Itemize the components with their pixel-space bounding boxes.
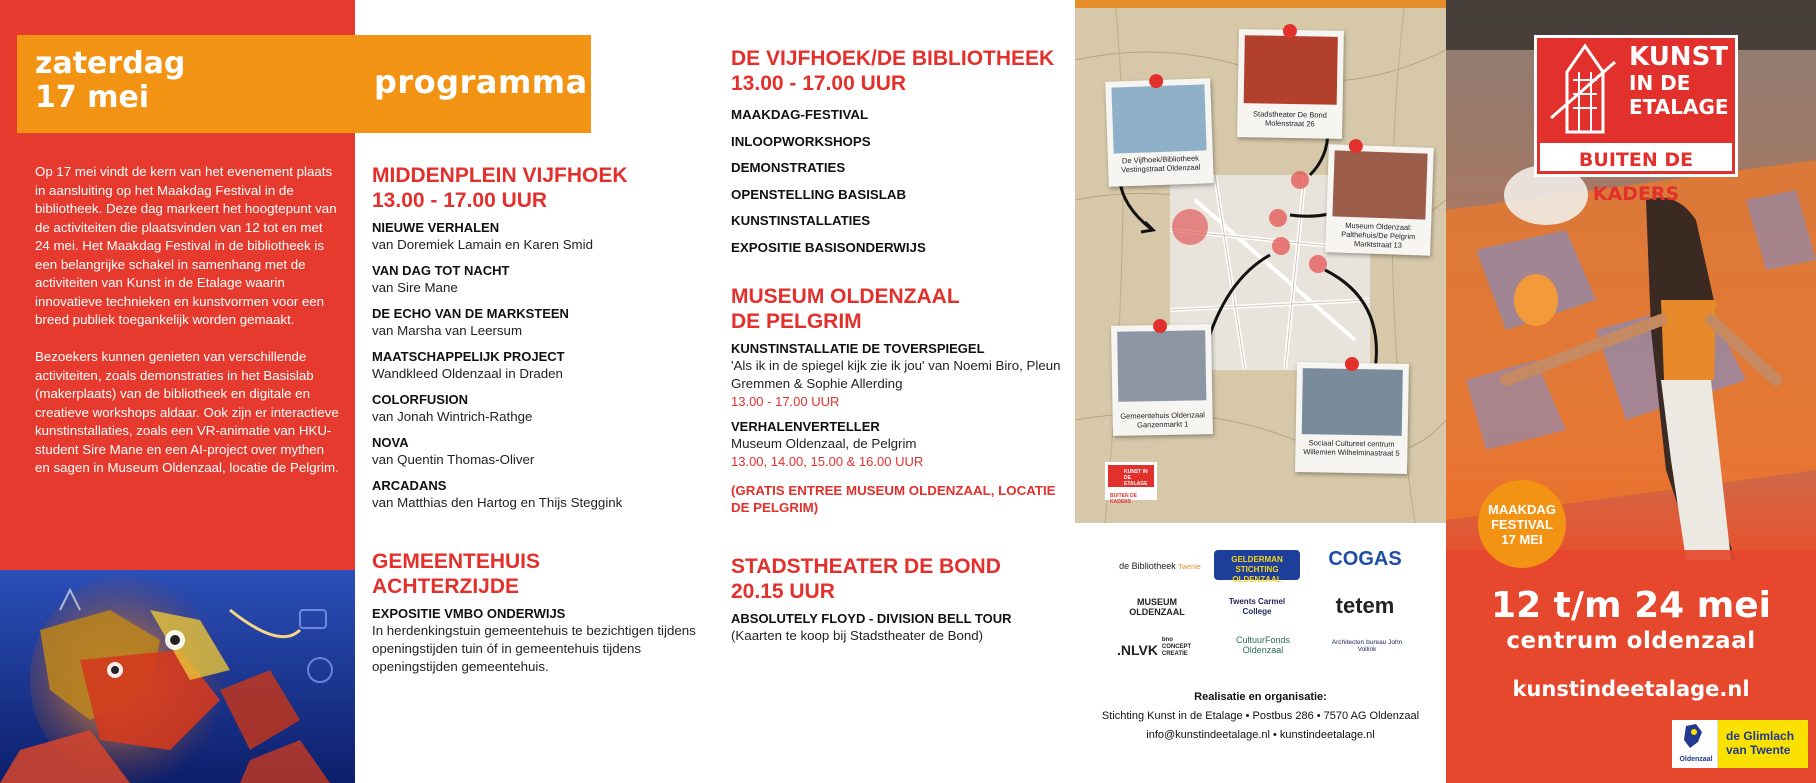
section-title-line1: DE VIJFHOEK/DE BIBLIOTHEEK bbox=[731, 47, 1055, 70]
sponsor-cultuurfonds: CultuurFonds Oldenzaal bbox=[1235, 635, 1291, 655]
list-item bbox=[731, 418, 1071, 470]
item-subtitle: van Sire Mane bbox=[372, 280, 458, 295]
sponsor-nlvk bbox=[1117, 637, 1197, 658]
sponsor-sub: bno CONCEPT CREATIE bbox=[1161, 637, 1192, 657]
oldenzaal-emblem bbox=[1672, 720, 1718, 768]
intro-text bbox=[35, 163, 340, 496]
kunst-in-de-etalage-logo bbox=[1534, 35, 1738, 205]
photo-card-willemien bbox=[1295, 362, 1409, 474]
item-title: MAATSCHAPPELIJK PROJECT bbox=[372, 349, 565, 364]
list-item bbox=[372, 605, 712, 676]
section-gemeentehuis bbox=[372, 549, 712, 684]
section-title-line1: MUSEUM OLDENZAAL bbox=[731, 285, 960, 308]
sponsor-bibliotheek bbox=[1117, 561, 1203, 571]
banner-date bbox=[35, 47, 185, 115]
banner-date-number: 17 mei bbox=[35, 80, 150, 115]
item-subtitle: 'Als ik in de spiegel kijk zie ik jou' van Noemi Biro, Pleun Gremmen & Sophie Allerding bbox=[731, 358, 1061, 391]
list-item bbox=[731, 340, 1071, 410]
sponsor-museum: MUSEUM OLDENZAAL bbox=[1129, 597, 1185, 617]
item-subtitle: In herdenkingstuin gemeentehuis te bezichtigen tijdens openingstijden tuin óf in gemeentehuis tijdens openingstijden gemeentehuis. bbox=[372, 623, 696, 674]
photo-caption: Gemeentehuis Oldenzaal Ganzenmarkt 1 bbox=[1120, 410, 1206, 430]
section-title-line2: 20.15 UUR bbox=[731, 580, 835, 603]
item-subtitle: van Quentin Thomas-Oliver bbox=[372, 452, 535, 467]
organization-footer bbox=[1075, 688, 1446, 745]
sponsor-carmel: Twents Carmel College bbox=[1228, 597, 1286, 616]
mini-logo bbox=[1108, 465, 1154, 505]
event-dates: 12 t/m 24 mei bbox=[1491, 585, 1771, 626]
list-item bbox=[372, 262, 712, 297]
section-title bbox=[731, 554, 1071, 604]
list-item bbox=[372, 434, 712, 469]
list-item: INLOOPWORKSHOPS bbox=[731, 133, 871, 149]
location-map bbox=[1075, 0, 1446, 523]
sponsor-sub: Twente bbox=[1178, 564, 1201, 571]
panel-map bbox=[1075, 0, 1446, 783]
list-item: OPENSTELLING BASISLAB bbox=[731, 186, 907, 202]
item-subtitle: van Doremiek Lamain en Karen Smid bbox=[372, 237, 593, 252]
glimlach-line-1: de Glimlach bbox=[1726, 729, 1795, 743]
section-middenplein bbox=[372, 163, 712, 520]
sponsor-name: de Bibliotheek bbox=[1119, 561, 1176, 571]
glimlach-van-twente-logo bbox=[1672, 720, 1808, 768]
date-banner bbox=[17, 35, 591, 133]
photo-caption: Sociaal Cultureel centrum Willemien Wilhelminastraat 5 bbox=[1303, 438, 1400, 458]
section-title bbox=[731, 46, 1071, 96]
panel-program-2 bbox=[713, 0, 1075, 783]
section-title-line2: DE PELGRIM bbox=[731, 310, 862, 333]
panel-cover bbox=[1446, 0, 1816, 783]
logo-line-1: KUNST bbox=[1629, 42, 1729, 72]
tower-icon bbox=[1545, 42, 1625, 138]
list-item: DEMONSTRATIES bbox=[731, 160, 846, 175]
section-title bbox=[372, 163, 712, 213]
list-item bbox=[372, 477, 712, 512]
logo-line-2: IN DE bbox=[1629, 71, 1691, 95]
free-entry-note: (GRATIS ENTREE MUSEUM OLDENZAAL, LOCATIE DE PELGRIM) bbox=[731, 483, 1056, 515]
section-title-line1: MIDDENPLEIN VIJFHOEK bbox=[372, 164, 628, 187]
photo-caption: Museum Oldenzaal: Palthehuis/De Pelgrim Marktstraat 13 bbox=[1341, 220, 1416, 250]
section-museum bbox=[731, 284, 1071, 516]
section-title-line2: 13.00 - 17.00 UUR bbox=[372, 189, 548, 212]
mini-logo-text: KUNST IN DE ETALAGE bbox=[1124, 469, 1148, 487]
list-item bbox=[372, 219, 712, 254]
sponsor-vollink: Architecten bureau John Vollink bbox=[1331, 639, 1403, 653]
section-title-line1: STADSTHEATER DE BOND bbox=[731, 555, 1001, 578]
list-item: MAAKDAG-FESTIVAL bbox=[731, 107, 869, 122]
glimlach-text bbox=[1718, 720, 1808, 768]
photo-card-vijfhoek bbox=[1105, 78, 1214, 187]
item-title: COLORFUSION bbox=[372, 392, 469, 407]
sponsor-gelderman: GELDERMAN STICHTING OLDENZAAL bbox=[1214, 550, 1300, 580]
badge-line-3: 17 MEI bbox=[1501, 532, 1543, 547]
maakdag-festival-badge bbox=[1478, 480, 1566, 568]
photo-caption: Stadstheater De Bond Molenstraat 26 bbox=[1252, 109, 1327, 129]
list-item bbox=[372, 305, 712, 340]
item-time: 13.00 - 17.00 UUR bbox=[731, 394, 840, 409]
item-subtitle: van Marsha van Leersum bbox=[372, 323, 523, 338]
item-title: VAN DAG TOT NACHT bbox=[372, 263, 510, 278]
section-vijfhoek bbox=[731, 46, 1071, 261]
oldenzaal-crest-icon bbox=[1672, 720, 1718, 756]
photo-card-museum bbox=[1325, 144, 1434, 256]
item-title: NIEUWE VERHALEN bbox=[372, 220, 500, 235]
badge-line-2: FESTIVAL bbox=[1491, 517, 1553, 532]
section-title bbox=[731, 284, 1071, 334]
list-item: EXPOSITIE BASISONDERWIJS bbox=[731, 239, 926, 255]
robot-artwork-image bbox=[0, 570, 355, 783]
list-item bbox=[372, 391, 712, 426]
photo-card-gemeentehuis bbox=[1111, 324, 1213, 436]
item-time: 13.00, 14.00, 15.00 & 16.00 UUR bbox=[731, 454, 924, 469]
item-subtitle: (Kaarten te koop bij Stadstheater de Bond) bbox=[731, 628, 984, 643]
footer-title: Realisatie en organisatie: bbox=[1194, 691, 1327, 703]
banner-programma: programma bbox=[374, 63, 588, 101]
item-title: EXPOSITIE VMBO ONDERWIJS bbox=[372, 606, 566, 621]
item-subtitle: Wandkleed Oldenzaal in Draden bbox=[372, 366, 563, 381]
item-title: VERHALENVERTELLER bbox=[731, 419, 880, 434]
sponsor-cogas: COGAS bbox=[1328, 548, 1402, 570]
section-title bbox=[372, 549, 712, 599]
item-title: NOVA bbox=[372, 435, 409, 450]
glimlach-line-2: van Twente bbox=[1726, 743, 1791, 757]
section-title-line2: 13.00 - 17.00 UUR bbox=[731, 72, 907, 95]
logo-line-3: ETALAGE bbox=[1629, 95, 1729, 119]
logo-subtitle: BUITEN DE KADERS bbox=[1537, 140, 1735, 174]
item-subtitle: Museum Oldenzaal, de Pelgrim bbox=[731, 436, 917, 451]
photo-caption: De Vijfhoek/Bibliotheek Vestingstraat Oldenzaal bbox=[1121, 153, 1201, 175]
item-title: ARCADANS bbox=[372, 478, 447, 493]
mini-logo-sub: BUITEN DE KADERS bbox=[1110, 493, 1137, 505]
intro-paragraph-1: Op 17 mei vindt de kern van het evenement plaats in aansluiting op het Maakdag Festival in de bibliotheek. Deze dag markeert het hoogtepunt van de activiteiten die plaatsvinden van 12 tot en met 24 mei. Het Maakdag Festival in de bibliotheek is een belangrijke schakel in samenhang met de activiteiten van Kunst in de Etalage waarin innovatieve technieken en kunstvormen voor een breed publiek toegankelijk worden gemaakt. bbox=[35, 164, 337, 327]
intro-paragraph-2: Bezoekers kunnen genieten van verschillende activiteiten, zoals demonstraties in het Basislab (makerplaats) van de bibliotheek en digitale en creatieve workshops aldaar. Ook zijn er interactieve kunstinstallaties, zoals een VR-animatie van HKU-student Sire Mane en een AI-project over mythen en sagen in Museum Oldenzaal, locatie de Pelgrim. bbox=[35, 349, 339, 475]
event-location: centrum oldenzaal bbox=[1506, 628, 1756, 654]
footer-contact: info@kunstindeetalage.nl • kunstindeetalage.nl bbox=[1146, 729, 1375, 741]
item-title: DE ECHO VAN DE MARKSTEEN bbox=[372, 306, 569, 321]
item-title: ABSOLUTELY FLOYD - DIVISION BELL TOUR bbox=[731, 611, 1012, 626]
sponsor-name: .NLVK bbox=[1117, 642, 1158, 658]
section-title-line2: ACHTERZIJDE bbox=[372, 575, 520, 598]
section-title-line1: GEMEENTEHUIS bbox=[372, 550, 541, 573]
website-link[interactable]: kunstindeetalage.nl bbox=[1512, 677, 1750, 701]
list-item bbox=[731, 610, 1071, 645]
badge-line-1: MAAKDAG bbox=[1488, 502, 1556, 517]
footer-address: Stichting Kunst in de Etalage • Postbus 286 • 7570 AG Oldenzaal bbox=[1101, 710, 1420, 722]
item-subtitle: van Matthias den Hartog en Thijs Steggink bbox=[372, 495, 623, 510]
sponsor-tetem: tetem bbox=[1335, 593, 1395, 618]
oldenzaal-label: Oldenzaal bbox=[1679, 756, 1713, 763]
list-item: KUNSTINSTALLATIES bbox=[731, 213, 871, 228]
banner-date-day: zaterdag bbox=[35, 46, 186, 81]
photo-card-stadstheater bbox=[1237, 29, 1344, 139]
list-item bbox=[372, 348, 712, 383]
item-subtitle: van Jonah Wintrich-Rathge bbox=[372, 409, 533, 424]
section-stadstheater bbox=[731, 554, 1071, 653]
item-title: KUNSTINSTALLATIE DE TOVERSPIEGEL bbox=[731, 341, 985, 356]
